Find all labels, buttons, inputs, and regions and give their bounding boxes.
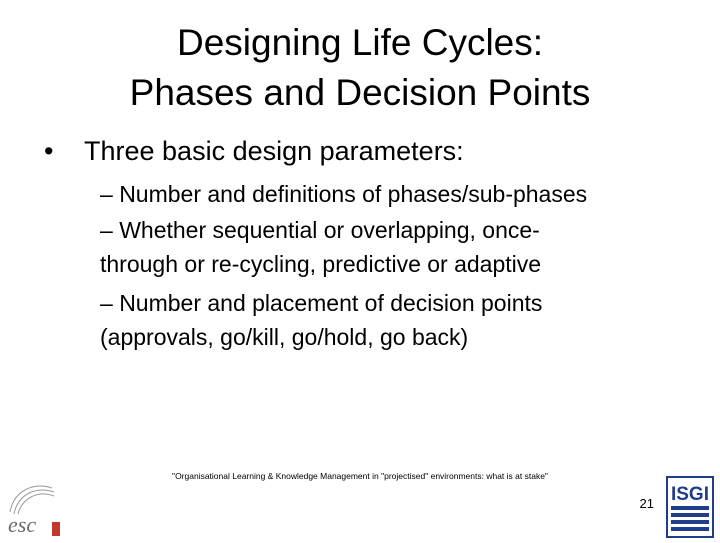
subpoint-3-line-1: Number and placement of decision points	[119, 290, 543, 316]
title-line-2: Phases and Decision Points	[129, 72, 591, 113]
bullet-text: Three basic design parameters:	[84, 136, 464, 166]
slide-title	[0, 18, 720, 118]
subpoint-2	[100, 213, 700, 281]
bullet-marker: •	[44, 136, 54, 166]
esc-logo-text: esc	[8, 512, 37, 537]
footer-note: "Organisational Learning & Knowledge Management in "projectised" environments: what is at stake"	[172, 471, 548, 481]
dash-marker: –	[100, 217, 113, 243]
dash-marker: –	[100, 181, 113, 207]
subpoint-1	[100, 177, 700, 211]
page-number: 21	[639, 496, 654, 511]
esc-logo	[4, 478, 60, 538]
isgi-logo	[666, 476, 714, 538]
subpoint-3-line-2: (approvals, go/kill, go/hold, go back)	[100, 324, 469, 350]
subpoint-3	[100, 286, 700, 354]
dash-marker: –	[100, 290, 113, 316]
isgi-logo-text: ISGI	[670, 484, 710, 505]
subpoint-2-line-2: through or re-cycling, predictive or adaptive	[100, 251, 542, 277]
subpoint-2-line-1: Whether sequential or overlapping, once-	[119, 217, 540, 243]
main-bullet	[44, 133, 464, 169]
title-line-1: Designing Life Cycles:	[176, 22, 544, 63]
subpoint-1-line-1: Number and definitions of phases/sub-phases	[119, 181, 588, 207]
